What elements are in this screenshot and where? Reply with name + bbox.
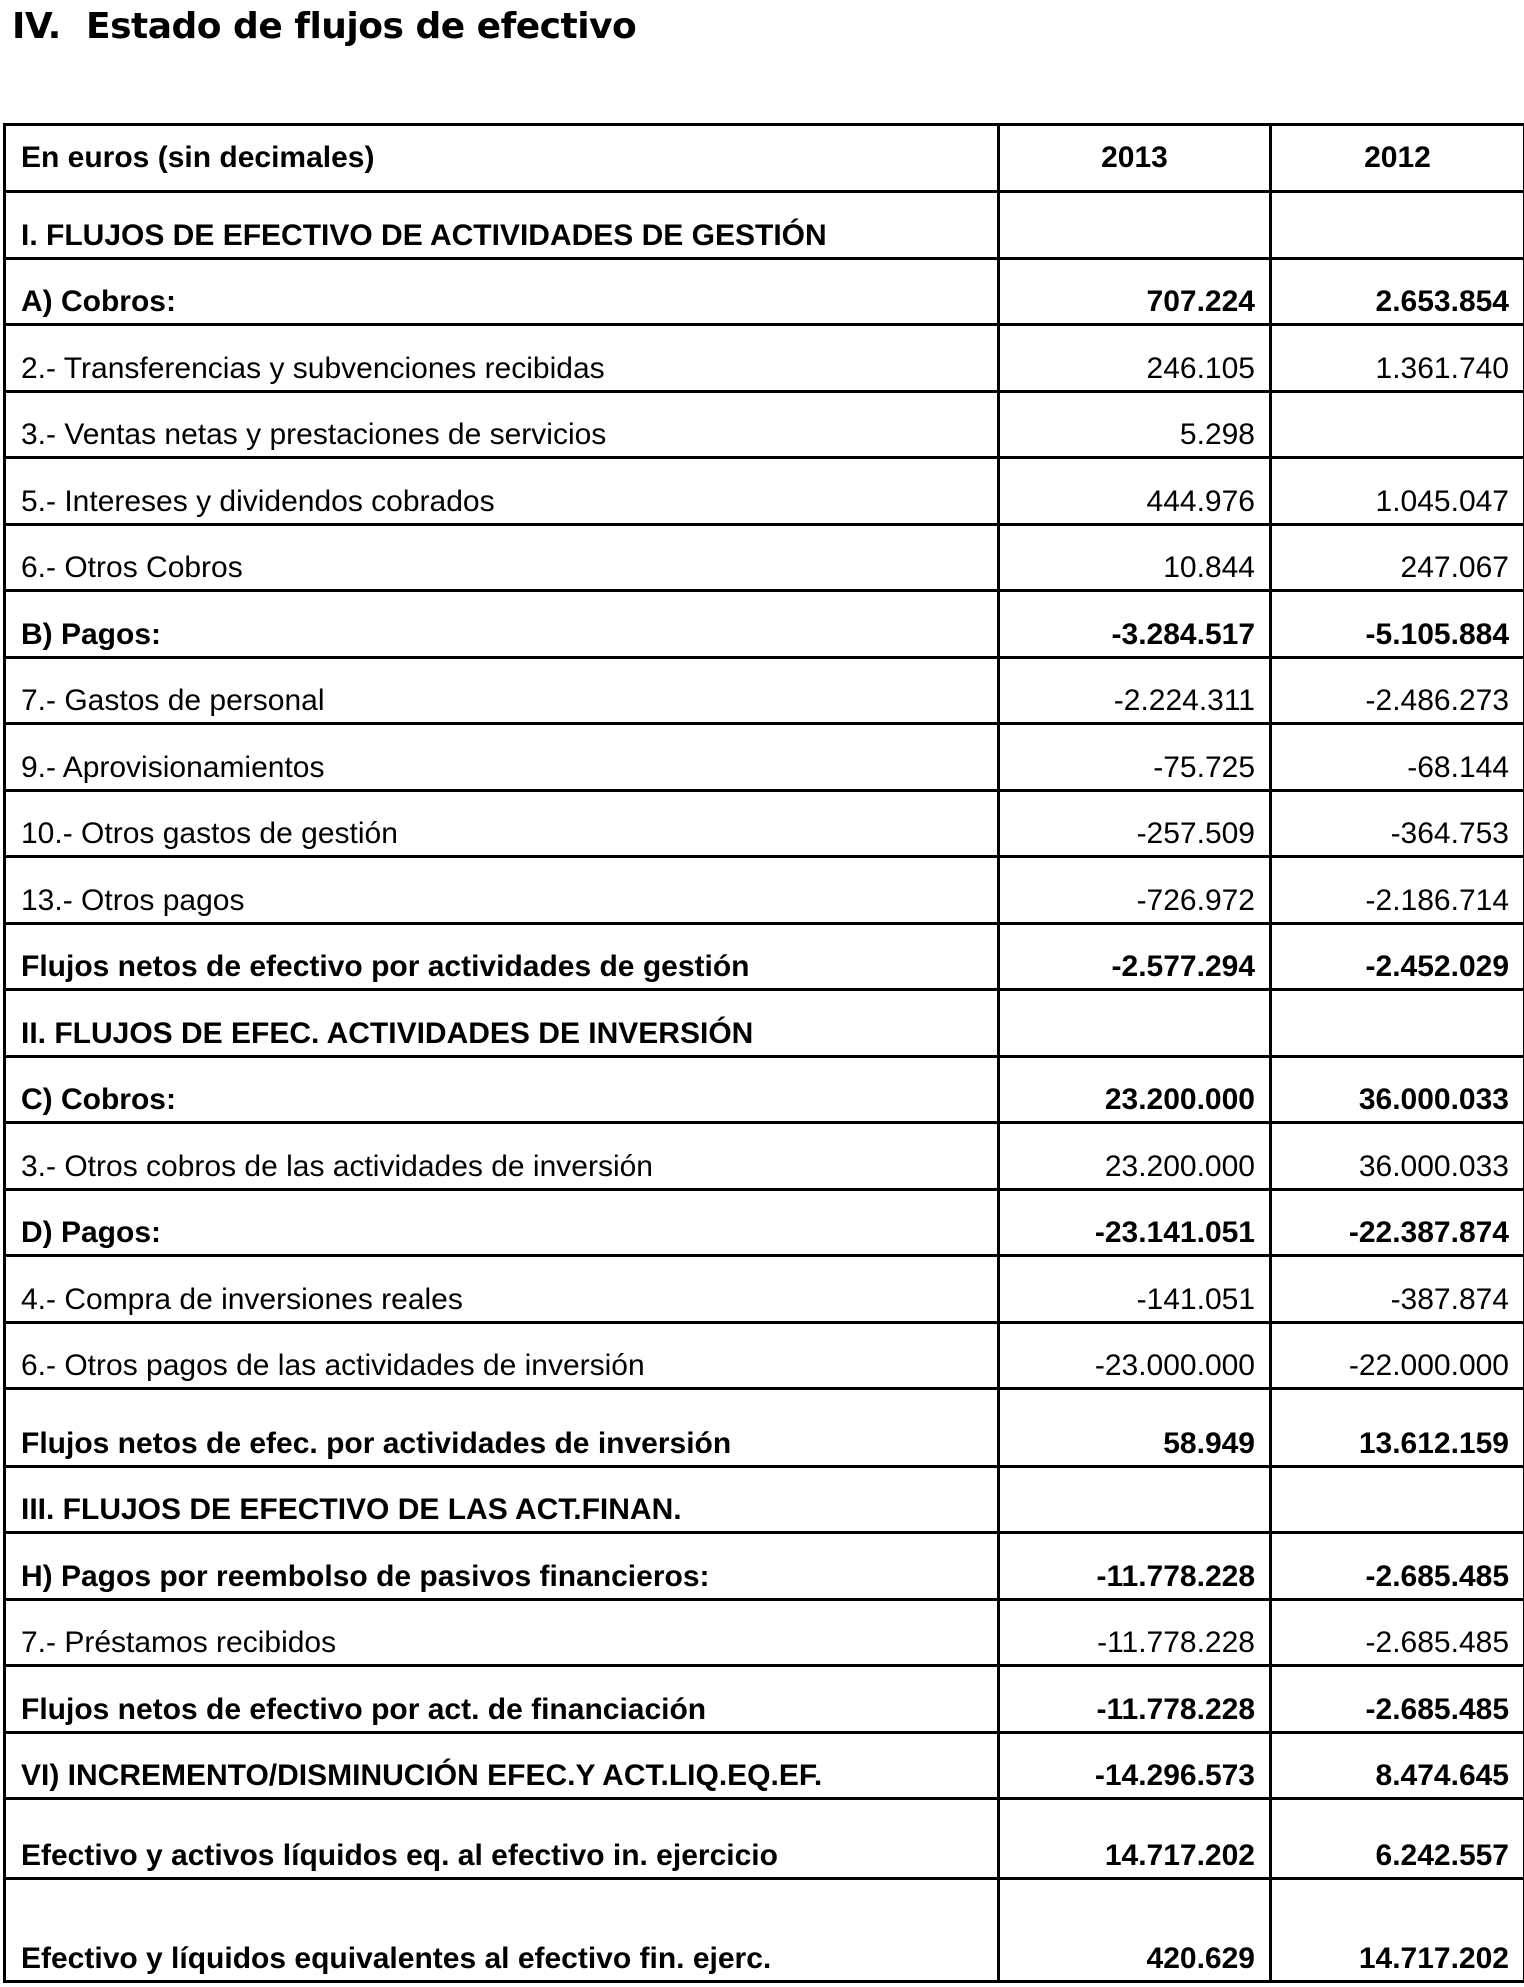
row-value-2013: -23.000.000: [999, 1323, 1271, 1389]
row-value-2013: -257.509: [999, 791, 1271, 857]
table-row: [5, 1533, 1524, 1600]
row-label: 7.- Gastos de personal: [5, 658, 999, 724]
table-row: [5, 591, 1524, 658]
row-label: H) Pagos por reembolso de pasivos financieros:: [5, 1533, 999, 1600]
row-label: 2.- Transferencias y subvenciones recibidas: [5, 325, 999, 392]
row-value-2012: -2.685.485: [1271, 1600, 1524, 1666]
row-value-2012: 14.717.202: [1271, 1879, 1524, 1982]
row-label: 9.- Aprovisionamientos: [5, 724, 999, 791]
row-label: 10.- Otros gastos de gestión: [5, 791, 999, 857]
row-value-2012: -5.105.884: [1271, 591, 1524, 658]
row-value-2012: -68.144: [1271, 724, 1524, 791]
row-label: Efectivo y activos líquidos eq. al efectivo in. ejercicio: [5, 1799, 999, 1879]
row-label: 13.- Otros pagos: [5, 857, 999, 924]
row-value-2012: -22.000.000: [1271, 1323, 1524, 1389]
row-value-2013: -75.725: [999, 724, 1271, 791]
row-value-2013: -14.296.573: [999, 1733, 1271, 1799]
table-row: [5, 1467, 1524, 1533]
table-row: [5, 658, 1524, 724]
row-value-2012: -364.753: [1271, 791, 1524, 857]
row-value-2012: [1271, 1467, 1524, 1533]
row-label: 3.- Ventas netas y prestaciones de servicios: [5, 392, 999, 458]
row-value-2013: 58.949: [999, 1389, 1271, 1467]
table-row: [5, 1799, 1524, 1879]
row-value-2012: -2.486.273: [1271, 658, 1524, 724]
row-label: B) Pagos:: [5, 591, 999, 658]
row-value-2013: 10.844: [999, 525, 1271, 591]
row-value-2012: -22.387.874: [1271, 1190, 1524, 1256]
table-row: [5, 192, 1524, 259]
row-value-2012: -387.874: [1271, 1256, 1524, 1323]
row-value-2012: 8.474.645: [1271, 1733, 1524, 1799]
row-value-2013: -11.778.228: [999, 1533, 1271, 1600]
row-label: A) Cobros:: [5, 259, 999, 325]
table-row: [5, 1600, 1524, 1666]
section-title: Estado de flujos de efectivo: [86, 6, 637, 47]
row-value-2013: -23.141.051: [999, 1190, 1271, 1256]
table-row: [5, 525, 1524, 591]
table-row: [5, 1256, 1524, 1323]
row-label: Efectivo y líquidos equivalentes al efectivo fin. ejerc.: [5, 1879, 999, 1982]
row-value-2013: 420.629: [999, 1879, 1271, 1982]
row-value-2012: -2.685.485: [1271, 1666, 1524, 1733]
header-year-2012: 2012: [1271, 125, 1524, 192]
table-row: [5, 1666, 1524, 1733]
row-value-2012: 6.242.557: [1271, 1799, 1524, 1879]
table-row: [5, 1879, 1524, 1982]
table-row: [5, 458, 1524, 525]
row-label: 3.- Otros cobros de las actividades de inversión: [5, 1123, 999, 1190]
row-label: C) Cobros:: [5, 1057, 999, 1123]
row-value-2013: -11.778.228: [999, 1600, 1271, 1666]
row-value-2012: -2.186.714: [1271, 857, 1524, 924]
section-number: IV.: [12, 6, 61, 47]
row-value-2012: 247.067: [1271, 525, 1524, 591]
row-label: II. FLUJOS DE EFEC. ACTIVIDADES DE INVERSIÓN: [5, 990, 999, 1057]
row-value-2013: 23.200.000: [999, 1057, 1271, 1123]
row-label: VI) INCREMENTO/DISMINUCIÓN EFEC.Y ACT.LIQ.EQ.EF.: [5, 1733, 999, 1799]
table-row: [5, 325, 1524, 392]
table-row: [5, 1123, 1524, 1190]
row-label: Flujos netos de efectivo por actividades de gestión: [5, 924, 999, 990]
table-row: [5, 924, 1524, 990]
row-label: 4.- Compra de inversiones reales: [5, 1256, 999, 1323]
row-value-2012: 1.361.740: [1271, 325, 1524, 392]
cash-flow-table: [3, 123, 1524, 1983]
table-row: [5, 791, 1524, 857]
row-label: III. FLUJOS DE EFECTIVO DE LAS ACT.FINAN.: [5, 1467, 999, 1533]
row-value-2013: [999, 1467, 1271, 1533]
table-row: [5, 1389, 1524, 1467]
row-value-2012: 36.000.033: [1271, 1123, 1524, 1190]
table-row: [5, 1323, 1524, 1389]
table-row: [5, 990, 1524, 1057]
row-value-2013: -726.972: [999, 857, 1271, 924]
table-row: [5, 724, 1524, 791]
row-label: 5.- Intereses y dividendos cobrados: [5, 458, 999, 525]
table-row: [5, 1057, 1524, 1123]
header-year-2013: 2013: [999, 125, 1271, 192]
row-label: 6.- Otros Cobros: [5, 525, 999, 591]
row-value-2013: 14.717.202: [999, 1799, 1271, 1879]
row-value-2013: [999, 990, 1271, 1057]
row-value-2013: -141.051: [999, 1256, 1271, 1323]
row-value-2013: [999, 192, 1271, 259]
row-value-2012: 1.045.047: [1271, 458, 1524, 525]
row-value-2012: [1271, 392, 1524, 458]
row-label: 6.- Otros pagos de las actividades de inversión: [5, 1323, 999, 1389]
row-label: I. FLUJOS DE EFECTIVO DE ACTIVIDADES DE GESTIÓN: [5, 192, 999, 259]
row-label: 7.- Préstamos recibidos: [5, 1600, 999, 1666]
row-value-2013: -2.577.294: [999, 924, 1271, 990]
row-value-2013: -11.778.228: [999, 1666, 1271, 1733]
row-label: Flujos netos de efec. por actividades de inversión: [5, 1389, 999, 1467]
page-title: [12, 6, 636, 47]
row-value-2012: -2.452.029: [1271, 924, 1524, 990]
row-value-2012: [1271, 990, 1524, 1057]
row-value-2013: 23.200.000: [999, 1123, 1271, 1190]
header-label-cell: En euros (sin decimales): [5, 125, 999, 192]
row-value-2012: 36.000.033: [1271, 1057, 1524, 1123]
row-label: D) Pagos:: [5, 1190, 999, 1256]
row-value-2012: -2.685.485: [1271, 1533, 1524, 1600]
table-row: [5, 259, 1524, 325]
row-value-2013: -2.224.311: [999, 658, 1271, 724]
row-value-2013: 707.224: [999, 259, 1271, 325]
table-row: [5, 1190, 1524, 1256]
row-value-2012: 13.612.159: [1271, 1389, 1524, 1467]
table-row: [5, 1733, 1524, 1799]
table-row: [5, 857, 1524, 924]
table-row: [5, 392, 1524, 458]
row-value-2013: 444.976: [999, 458, 1271, 525]
row-value-2012: [1271, 192, 1524, 259]
table-header-row: [5, 125, 1524, 192]
row-value-2013: -3.284.517: [999, 591, 1271, 658]
row-value-2012: 2.653.854: [1271, 259, 1524, 325]
row-label: Flujos netos de efectivo por act. de financiación: [5, 1666, 999, 1733]
row-value-2013: 246.105: [999, 325, 1271, 392]
row-value-2013: 5.298: [999, 392, 1271, 458]
